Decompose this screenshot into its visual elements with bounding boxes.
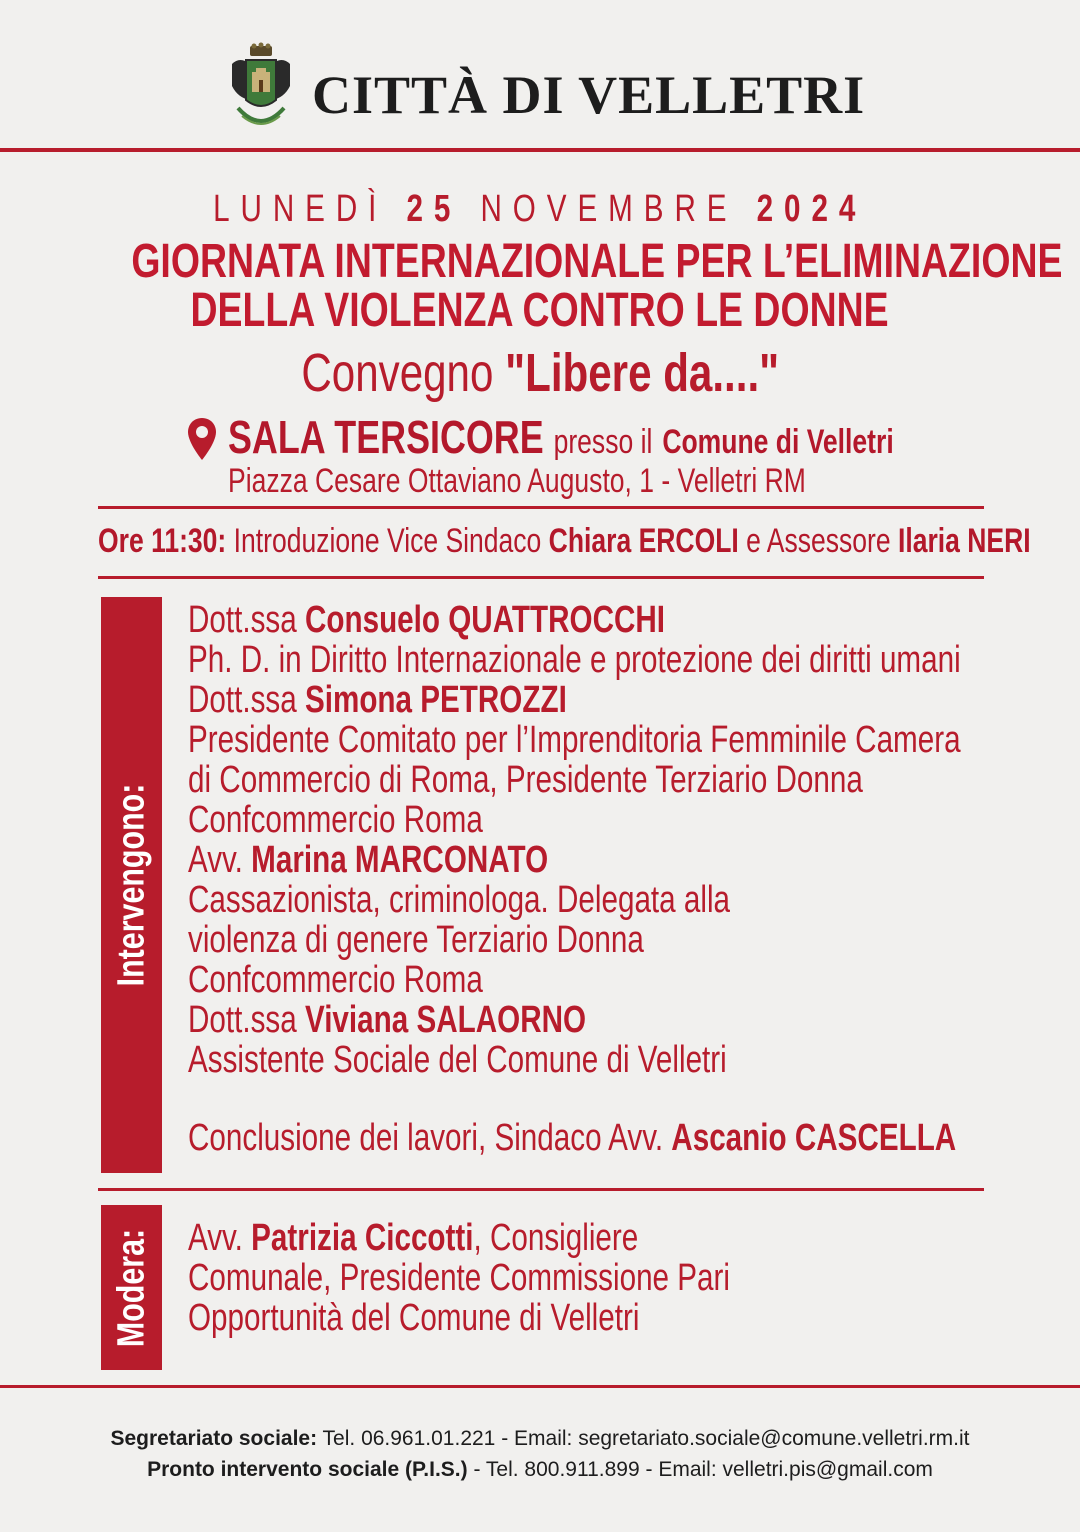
speaker-1 (188, 600, 1080, 640)
intro-name2: Ilaria NERI (897, 522, 1031, 560)
date-day: 25 (406, 188, 462, 230)
footer-line2 (0, 1458, 1080, 1482)
intro-text1: Introduzione Vice Sindaco (233, 522, 542, 560)
footer-line1 (0, 1427, 1080, 1451)
speaker-2 (188, 680, 1080, 720)
speaker-1-name: Consuelo QUATTROCCHI (304, 599, 666, 641)
speakers-label: Intervengono: (110, 783, 152, 987)
venue-address: Piazza Cesare Ottaviano Augusto, 1 - Velletri RM (228, 462, 806, 500)
speaker-1-title: Dott.ssa (188, 599, 297, 641)
footer-line2-label: Pronto intervento sociale (P.I.S.) (147, 1458, 468, 1481)
intro-text2: e Assessore (746, 522, 891, 560)
convegno-name: "Libere da...." (504, 343, 779, 403)
speaker-4-role: Assistente Sociale del Comune di Velletri (188, 1039, 727, 1081)
date-month: NOVEMBRE (480, 188, 738, 230)
speaker-3 (188, 840, 1080, 880)
speaker-2-role-line1: Presidente Comitato per l’Imprenditoria Femminile Camera (188, 719, 961, 761)
speakers-divider (98, 1188, 984, 1191)
intro-line (98, 522, 1080, 561)
speaker-4-name: Viviana SALAORNO (304, 999, 587, 1041)
conclusion-line (188, 1118, 1080, 1158)
moderator-sidebar (101, 1205, 162, 1370)
intro-divider (98, 576, 984, 579)
moderator-role-inline: , Consigliere (473, 1217, 639, 1259)
municipal-crest-icon (228, 42, 294, 134)
address-divider (98, 506, 984, 509)
footer-line1-label: Segretariato sociale: (110, 1427, 318, 1450)
speaker-3-role-line2: violenza di genere Terziario Donna (188, 919, 644, 961)
convegno-title (0, 342, 1080, 404)
moderator-block (188, 1218, 883, 1338)
top-divider (0, 148, 1080, 152)
speaker-2-title: Dott.ssa (188, 679, 297, 721)
moderator-role-line2: Comunale, Presidente Commissione Pari (188, 1257, 730, 1299)
bottom-divider (0, 1385, 1080, 1388)
speaker-3-title: Avv. (188, 839, 243, 881)
speaker-2-role-line2: di Commercio di Roma, Presidente Terziario Donna (188, 759, 863, 801)
intro-time: Ore 11:30: (98, 522, 227, 560)
speaker-1-role: Ph. D. in Diritto Internazionale e protezione dei diritti umani (188, 639, 961, 681)
speaker-3-role-line3: Confcommercio Roma (188, 959, 483, 1001)
conclusion-text: Conclusione dei lavori, Sindaco Avv. (188, 1117, 664, 1159)
intro-name1: Chiara ERCOLI (548, 522, 739, 560)
speaker-4 (188, 1000, 1080, 1040)
speaker-2-role-line3: Confcommercio Roma (188, 799, 483, 841)
event-title-line2: DELLA VIOLENZA CONTRO LE DONNE (190, 284, 890, 337)
speakers-list (188, 600, 1080, 1158)
page-header (0, 38, 1080, 138)
event-date (0, 188, 1080, 231)
speaker-4-title: Dott.ssa (188, 999, 297, 1041)
speakers-sidebar (101, 597, 162, 1173)
venue-presso: presso il (553, 423, 653, 461)
venue-org: Comune di Velletri (662, 423, 894, 461)
date-day-name: LUNEDÌ (213, 188, 388, 230)
date-year: 2024 (756, 188, 867, 230)
speaker-3-role-line1: Cassazionista, criminologa. Delegata alla (188, 879, 731, 921)
footer-line1-text: Tel. 06.961.01.221 - Email: segretariato.sociale@comune.velletri.rm.it (317, 1427, 970, 1450)
moderator-role-line3: Opportunità del Comune di Velletri (188, 1297, 640, 1339)
location-pin-icon (186, 416, 218, 462)
footer-line2-text: - Tel. 800.911.899 - Email: velletri.pis@gmail.com (467, 1458, 933, 1481)
moderator-title: Avv. (188, 1217, 243, 1259)
speaker-2-name: Simona PETROZZI (304, 679, 567, 721)
venue (186, 410, 1080, 464)
moderator-name: Patrizia Ciccotti (251, 1217, 474, 1259)
moderator-label: Modera: (110, 1228, 152, 1347)
conclusion-name: Ascanio CASCELLA (671, 1117, 957, 1159)
convegno-label: Convegno (301, 343, 494, 403)
moderator-line1 (188, 1218, 883, 1258)
speaker-3-name: Marina MARCONATO (251, 839, 549, 881)
venue-name: SALA TERSICORE (228, 411, 544, 463)
event-title-line1: GIORNATA INTERNAZIONALE PER L’ELIMINAZIONE (131, 235, 1063, 288)
city-title: CITTÀ DI VELLETRI (312, 65, 866, 125)
